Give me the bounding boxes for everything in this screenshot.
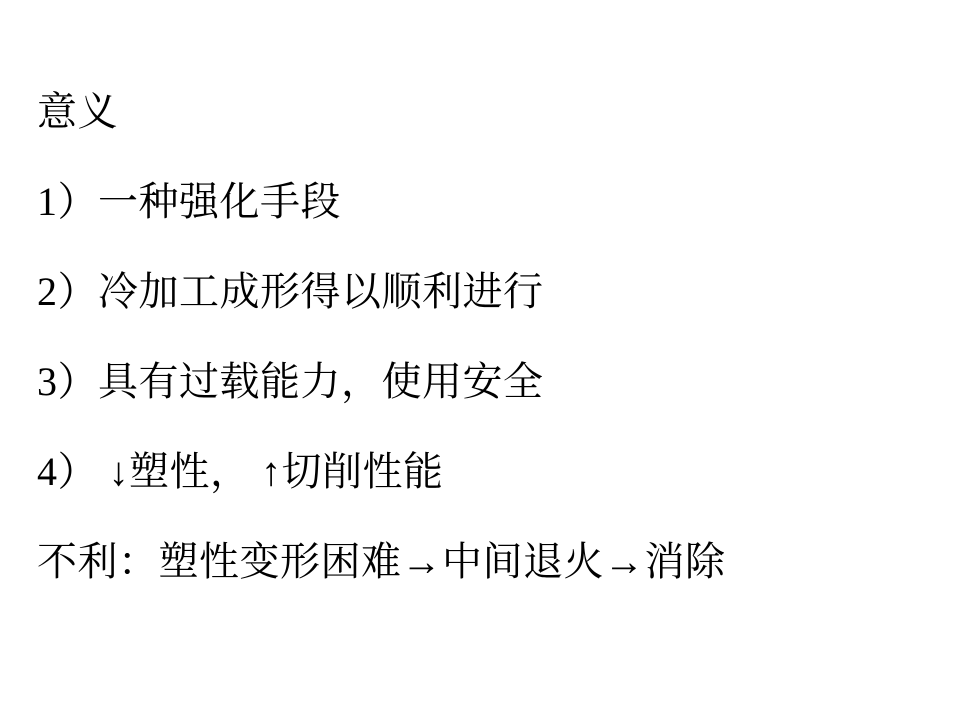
body-line-2: 2）冷加工成形得以顺利进行 [37,268,544,314]
slide-content [37,63,940,603]
body-line-1: 1）一种强化手段 [37,178,341,224]
body-line-4: 4） ↓塑性， ↑切削性能 [37,448,444,494]
slide-title: 意义 [37,88,118,134]
body-line-5: 不利：塑性变形困难→中间退火→消除 [37,538,726,584]
body-line-3: 3）具有过载能力，使用安全 [37,358,544,404]
